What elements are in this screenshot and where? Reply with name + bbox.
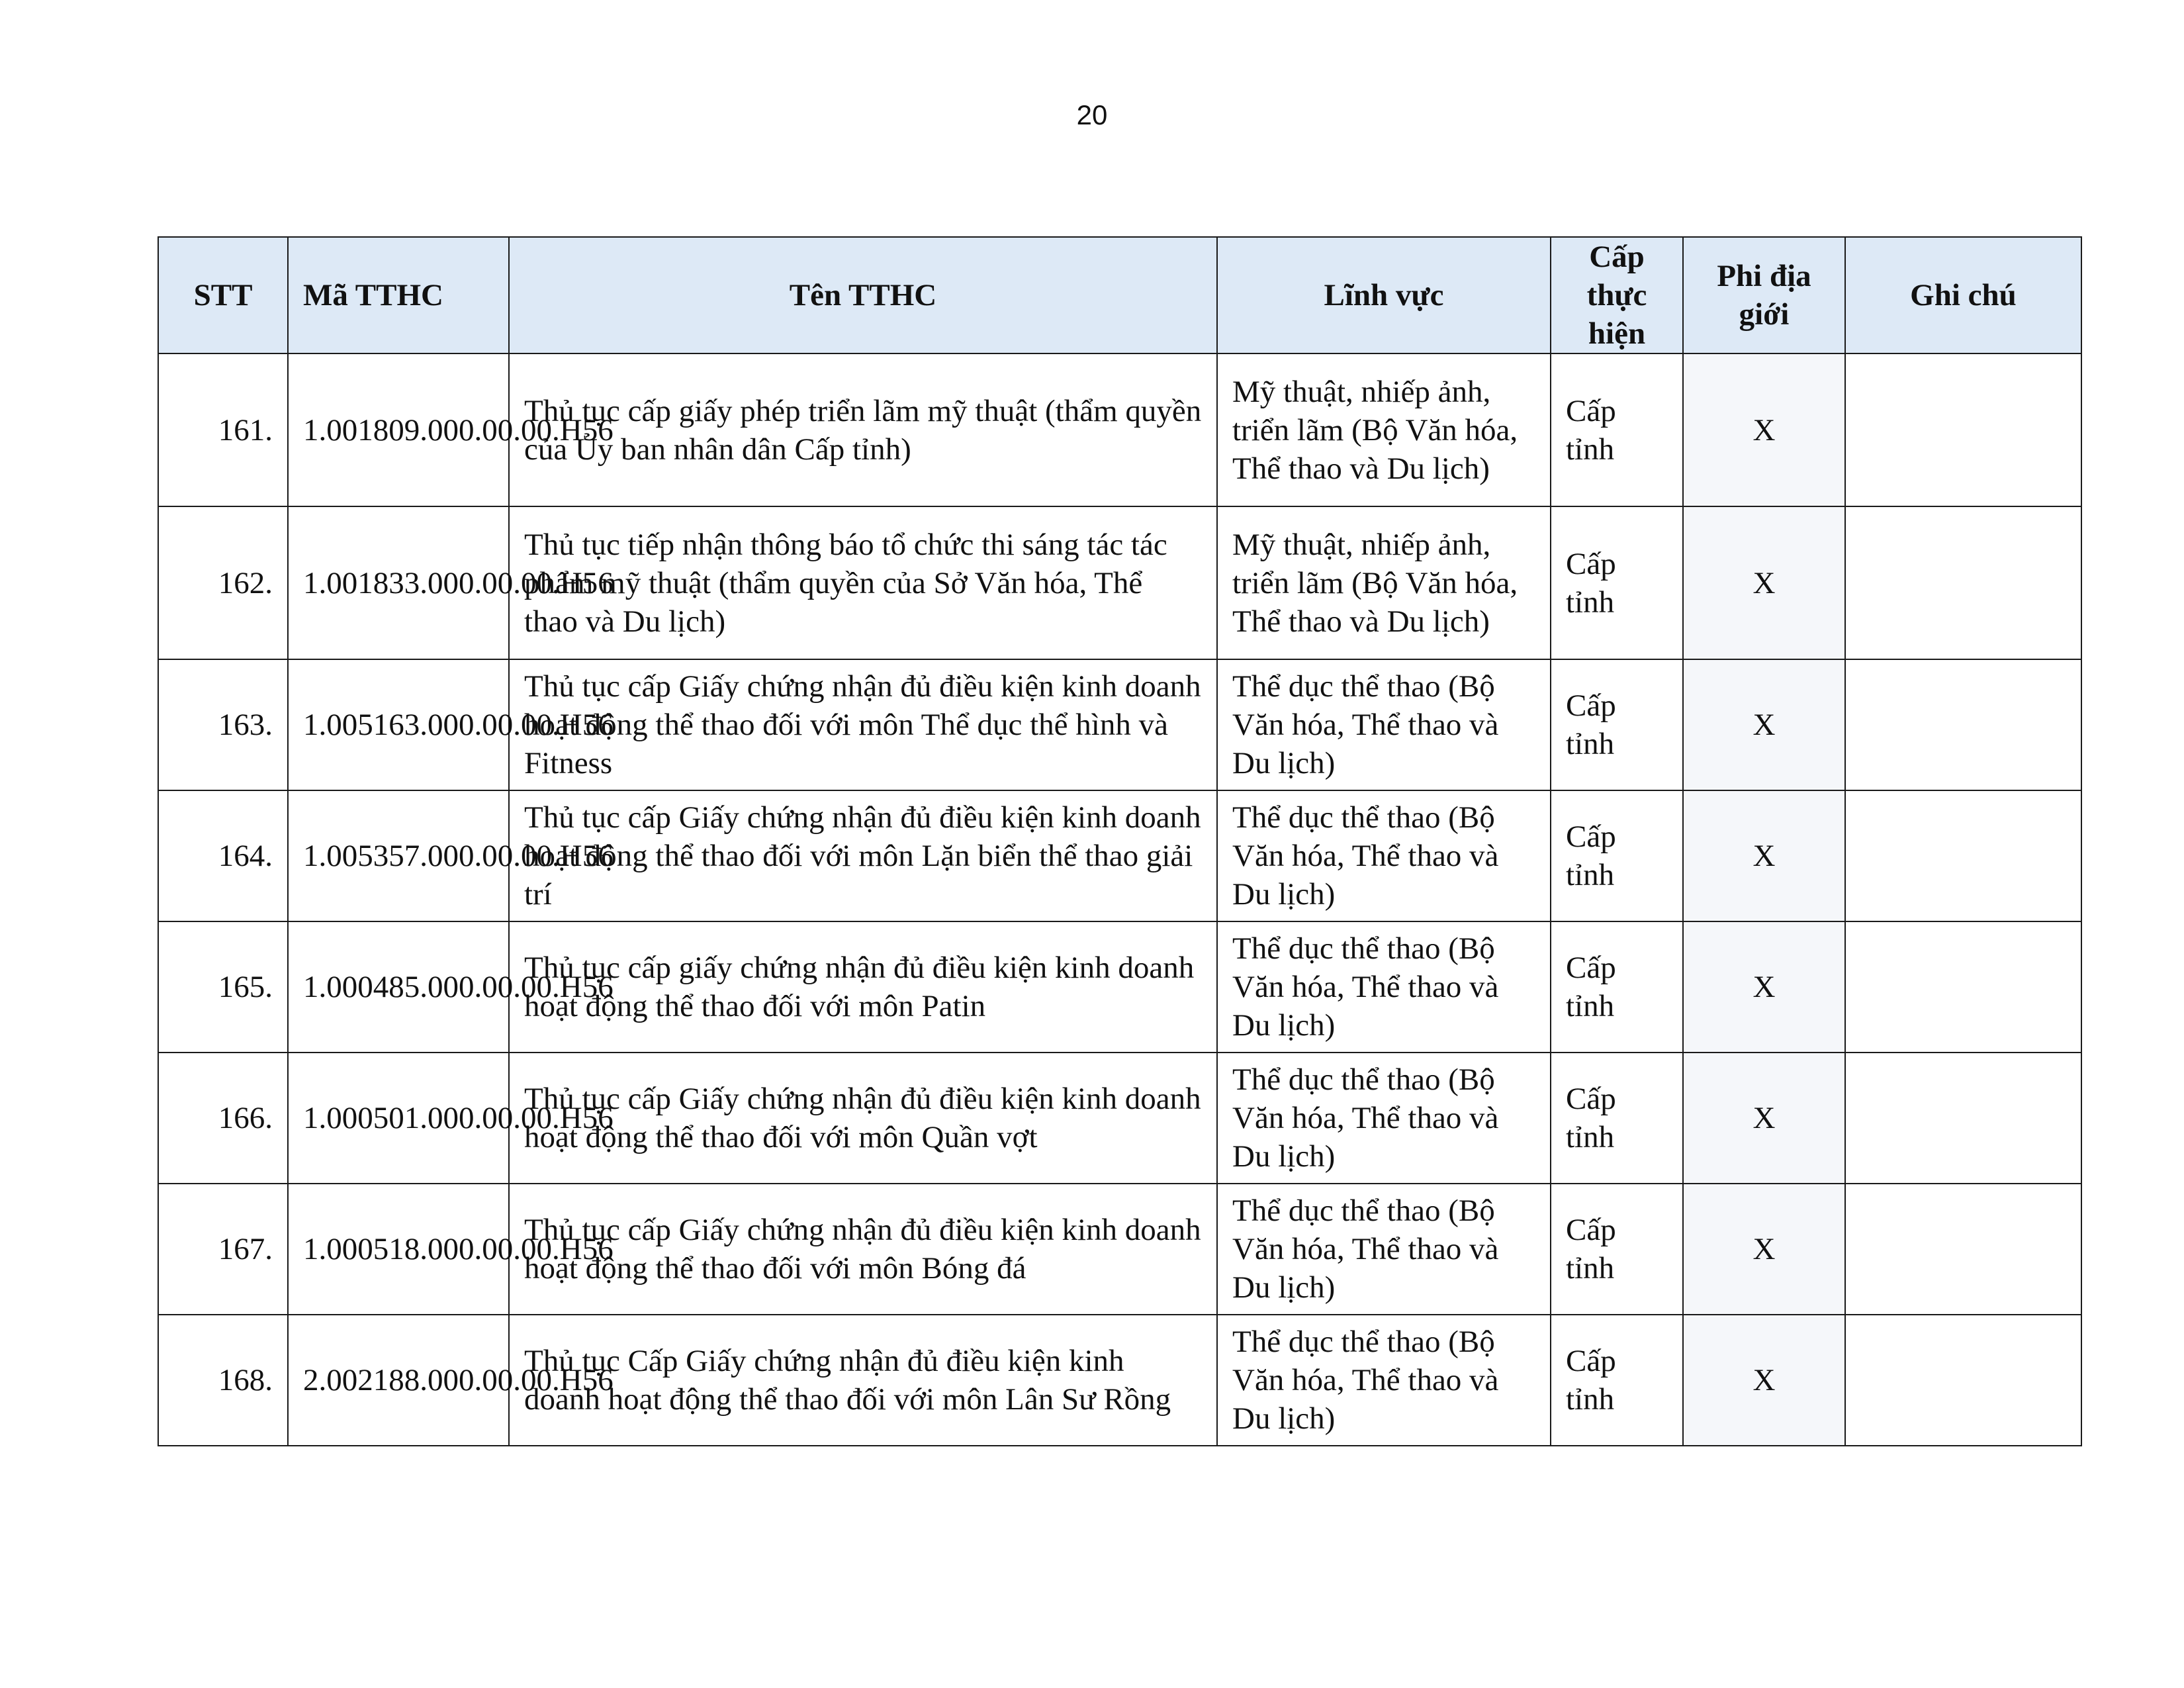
row-note — [1845, 921, 2081, 1053]
header-name: Tên TTHC — [509, 237, 1217, 353]
row-name: Thủ tục cấp Giấy chứng nhận đủ điều kiện kinh doanh hoạt động thể thao đối với môn Bóng đá — [509, 1184, 1217, 1315]
row-level: Cấp tỉnh — [1551, 1184, 1683, 1315]
row-code: 2.002188.000.00.00.H56 — [288, 1315, 509, 1446]
row-note — [1845, 790, 2081, 921]
header-stt: STT — [158, 237, 288, 353]
row-name: Thủ tục tiếp nhận thông báo tổ chức thi sáng tác tác phẩm mỹ thuật (thẩm quyền của Sở Văn hóa, Thể thao và Du lịch) — [509, 506, 1217, 659]
row-phi-dia-gioi: X — [1683, 1053, 1845, 1184]
row-level: Cấp tỉnh — [1551, 1315, 1683, 1446]
row-note — [1845, 506, 2081, 659]
row-stt: 164. — [158, 790, 288, 921]
row-field: Thể dục thể thao (Bộ Văn hóa, Thể thao và Du lịch) — [1217, 1053, 1551, 1184]
table-row — [158, 659, 2081, 790]
row-stt: 166. — [158, 1053, 288, 1184]
row-code: 1.000485.000.00.00.H56 — [288, 921, 509, 1053]
row-field: Thể dục thể thao (Bộ Văn hóa, Thể thao và Du lịch) — [1217, 659, 1551, 790]
row-phi-dia-gioi: X — [1683, 506, 1845, 659]
row-code: 1.005163.000.00.00.H56 — [288, 659, 509, 790]
row-phi-dia-gioi: X — [1683, 659, 1845, 790]
row-field: Mỹ thuật, nhiếp ảnh, triển lãm (Bộ Văn hóa, Thể thao và Du lịch) — [1217, 353, 1551, 506]
row-level: Cấp tỉnh — [1551, 790, 1683, 921]
row-phi-dia-gioi: X — [1683, 921, 1845, 1053]
header-level: Cấp thực hiện — [1551, 237, 1683, 353]
row-code: 1.000501.000.00.00.H56 — [288, 1053, 509, 1184]
row-name: Thủ tục Cấp Giấy chứng nhận đủ điều kiện kinh doanh hoạt động thể thao đối với môn Lân Sư Rồng — [509, 1315, 1217, 1446]
row-phi-dia-gioi: X — [1683, 1184, 1845, 1315]
header-code: Mã TTHC — [288, 237, 509, 353]
table-row — [158, 506, 2081, 659]
row-phi-dia-gioi: X — [1683, 790, 1845, 921]
row-code: 1.001833.000.00.00.H56 — [288, 506, 509, 659]
row-stt: 162. — [158, 506, 288, 659]
row-stt: 163. — [158, 659, 288, 790]
row-stt: 167. — [158, 1184, 288, 1315]
table-row — [158, 353, 2081, 506]
row-code: 1.001809.000.00.00.H56 — [288, 353, 509, 506]
table-row — [158, 1315, 2081, 1446]
table-row — [158, 1053, 2081, 1184]
row-note — [1845, 1184, 2081, 1315]
row-level: Cấp tỉnh — [1551, 1053, 1683, 1184]
row-name: Thủ tục cấp Giấy chứng nhận đủ điều kiện kinh doanh hoạt động thể thao đối với môn Lặn biển thể thao giải trí — [509, 790, 1217, 921]
table-row — [158, 921, 2081, 1053]
row-note — [1845, 353, 2081, 506]
row-code: 1.005357.000.00.00.H56 — [288, 790, 509, 921]
table-row — [158, 1184, 2081, 1315]
table-header-row — [158, 237, 2081, 353]
row-stt: 161. — [158, 353, 288, 506]
row-name: Thủ tục cấp Giấy chứng nhận đủ điều kiện kinh doanh hoạt động thể thao đối với môn Thể dục thể hình và Fitness — [509, 659, 1217, 790]
row-field: Thể dục thể thao (Bộ Văn hóa, Thể thao và Du lịch) — [1217, 1184, 1551, 1315]
page-number: 20 — [1076, 99, 1108, 130]
row-stt: 168. — [158, 1315, 288, 1446]
row-note — [1845, 1053, 2081, 1184]
row-level: Cấp tỉnh — [1551, 506, 1683, 659]
row-phi-dia-gioi: X — [1683, 353, 1845, 506]
table-row — [158, 790, 2081, 921]
row-field: Thể dục thể thao (Bộ Văn hóa, Thể thao và Du lịch) — [1217, 790, 1551, 921]
row-field: Thể dục thể thao (Bộ Văn hóa, Thể thao và Du lịch) — [1217, 1315, 1551, 1446]
header-phi-dia-gioi: Phi địa giới — [1683, 237, 1845, 353]
row-name: Thủ tục cấp giấy chứng nhận đủ điều kiện kinh doanh hoạt động thể thao đối với môn Patin — [509, 921, 1217, 1053]
row-note — [1845, 1315, 2081, 1446]
row-level: Cấp tỉnh — [1551, 659, 1683, 790]
row-level: Cấp tỉnh — [1551, 921, 1683, 1053]
row-name: Thủ tục cấp giấy phép triển lãm mỹ thuật (thẩm quyền của Ủy ban nhân dân Cấp tỉnh) — [509, 353, 1217, 506]
row-level: Cấp tỉnh — [1551, 353, 1683, 506]
row-name: Thủ tục cấp Giấy chứng nhận đủ điều kiện kinh doanh hoạt động thể thao đối với môn Quần vợt — [509, 1053, 1217, 1184]
procedures-table — [158, 236, 2082, 1446]
header-field: Lĩnh vực — [1217, 237, 1551, 353]
header-note: Ghi chú — [1845, 237, 2081, 353]
row-field: Thể dục thể thao (Bộ Văn hóa, Thể thao và Du lịch) — [1217, 921, 1551, 1053]
row-stt: 165. — [158, 921, 288, 1053]
row-code: 1.000518.000.00.00.H56 — [288, 1184, 509, 1315]
row-field: Mỹ thuật, nhiếp ảnh, triển lãm (Bộ Văn hóa, Thể thao và Du lịch) — [1217, 506, 1551, 659]
row-phi-dia-gioi: X — [1683, 1315, 1845, 1446]
row-note — [1845, 659, 2081, 790]
